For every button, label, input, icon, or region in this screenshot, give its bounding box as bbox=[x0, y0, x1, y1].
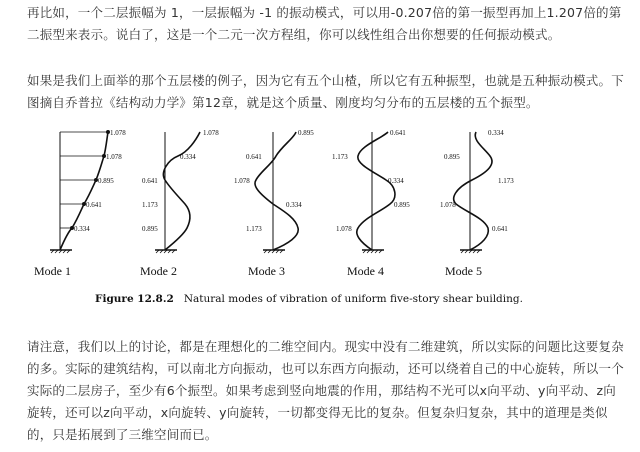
mode-3-diagram bbox=[234, 129, 314, 278]
mode-2-value-4: 1.173 bbox=[142, 201, 158, 209]
mode-3-value-1: 0.895 bbox=[298, 129, 314, 137]
mode-1-value-4: 0.641 bbox=[86, 201, 102, 209]
mode-4-label: Mode 4 bbox=[347, 264, 384, 278]
mode-5-value-5: 0.641 bbox=[492, 225, 508, 233]
mode-5-value-4: 1.078 bbox=[440, 201, 456, 209]
mode-5-diagram bbox=[440, 129, 514, 278]
mode-1-value-3: 0.895 bbox=[98, 177, 114, 185]
mode-1-value-1: 1.078 bbox=[110, 129, 126, 137]
mode-4-value-1: 0.641 bbox=[390, 129, 406, 137]
paragraph-3: 请注意，我们以上的讨论，都是在理想化的二维空间内。现实中没有二维建筑，所以实际的问题比这要复杂的多。实际的建筑结构，可以南北方向振动，也可以东西方向振动，还可以绕着自己的中心旋转，所以一个实际的二层房子，至少有6个振型。如果考虑到竖向地震的作用，那结构不光可以x向平动、y向平动、z向旋转，还可以z向平动，x向旋转、y向旋转，一切都变得无比的复杂。但复杂归复杂，其中的道理是类似的，只是拓展到了三维空间而已。 bbox=[27, 339, 624, 442]
figure-caption-label: Figure 12.8.2 bbox=[95, 293, 174, 305]
mode-3-value-5: 1.173 bbox=[246, 225, 262, 233]
mode-4-value-2: 1.173 bbox=[332, 153, 348, 161]
mode-5-value-2: 0.895 bbox=[444, 153, 460, 161]
mode-3-value-4: 0.334 bbox=[286, 201, 302, 209]
mode-2-diagram bbox=[140, 129, 219, 278]
mode-shapes-figure bbox=[20, 118, 620, 318]
mode-1-value-2: 1.078 bbox=[106, 153, 122, 161]
mode-2-value-1: 1.078 bbox=[203, 129, 219, 137]
mode-4-value-5: 1.078 bbox=[336, 225, 352, 233]
paragraph-2: 如果是我们上面举的那个五层楼的例子，因为它有五个山楂，所以它有五种振型，也就是五种振动模式。下图摘自乔普拉《结构动力学》第12章，就是这个质量、刚度均匀分布的五层楼的五个振型。 bbox=[27, 73, 624, 110]
mode-2-value-2: 0.334 bbox=[180, 153, 196, 161]
paragraph-1: 再比如，一个二层振幅为 1，一层振幅为 -1 的振动模式，可以用-0.207倍的第一振型再加上1.207倍的第二振型来表示。说白了，这是一个二元一次方程组，你可以线性组合出你想要的任何振动模式。 bbox=[27, 5, 622, 42]
mode-5-value-3: 1.173 bbox=[498, 177, 514, 185]
mode-4-value-4: 0.895 bbox=[394, 201, 410, 209]
mode-4-diagram bbox=[332, 129, 410, 278]
mode-1-diagram bbox=[34, 129, 126, 278]
mode-1-label: Mode 1 bbox=[34, 264, 71, 278]
figure-caption-text: Natural modes of vibration of uniform five-story shear building. bbox=[183, 293, 523, 305]
mode-3-label: Mode 3 bbox=[248, 264, 285, 278]
mode-2-value-3: 0.641 bbox=[142, 177, 158, 185]
mode-5-value-1: 0.334 bbox=[488, 129, 504, 137]
mode-4-value-3: 0.334 bbox=[388, 177, 404, 185]
mode-3-value-3: 1.078 bbox=[234, 177, 250, 185]
mode-2-value-5: 0.895 bbox=[142, 225, 158, 233]
mode-1-value-5: 0.334 bbox=[74, 225, 90, 233]
figure-caption bbox=[95, 293, 615, 305]
mode-5-label: Mode 5 bbox=[445, 264, 482, 278]
mode-3-value-2: 0.641 bbox=[246, 153, 262, 161]
mode-2-label: Mode 2 bbox=[140, 264, 177, 278]
